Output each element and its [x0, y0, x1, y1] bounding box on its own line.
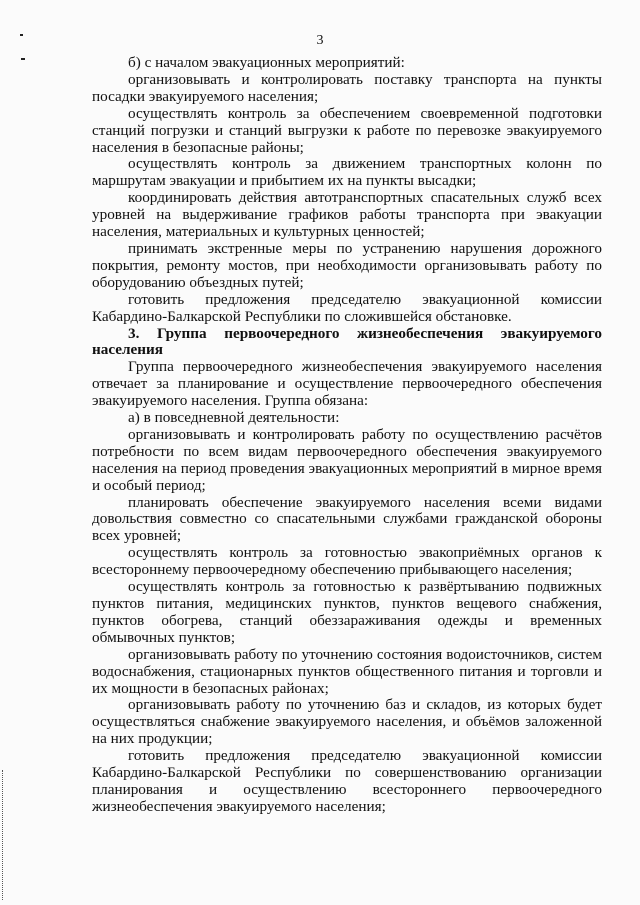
page-number: 3 [316, 33, 324, 48]
paragraph: Группа первоочередного жизнеобеспечения эвакуируемого населения отвечает за планирование и осуществление первоочередного обеспечения эвакуируемого населения. Группа обязана: [92, 358, 602, 410]
paragraph: организовывать и контролировать поставку транспорта на пункты посадки эвакуируемого населения; [92, 70, 602, 105]
scan-speck [20, 34, 23, 36]
paragraph: осуществлять контроль за движением транспортных колонн по маршрутам эвакуации и прибытием их на пункты высадки; [92, 155, 602, 190]
paragraph: готовить предложения председателю эвакуационной комиссии Кабардино-Балкарской Республики по сложившейся обстановке. [92, 290, 602, 325]
paragraph: осуществлять контроль за готовностью эвакоприёмных органов к всестороннему первоочередному обеспечению прибывающего населения; [92, 544, 602, 579]
paragraph: координировать действия автотранспортных спасательных служб всех уровней на выдерживание графиков работы транспорта при эвакуации населения, материальных и культурных ценностей; [92, 189, 602, 241]
paragraph: б) с началом эвакуационных мероприятий: [128, 54, 405, 71]
paragraph: осуществлять контроль за готовностью к развёртыванию подвижных пунктов питания, медицинских пунктов, пунктов вещевого снабжения, пунктов обогрева, станций обеззараживания одежды и временных обмывочных пунктов; [92, 578, 602, 646]
paragraph: планировать обеспечение эвакуируемого населения всеми видами довольствия совместно со спасательными службами гражданской обороны всех уровней; [92, 493, 602, 545]
section-heading: 3. Группа первоочередного жизнеобеспечения эвакуируемого населения [92, 324, 602, 359]
scan-edge-artifact [2, 770, 5, 900]
document-body [92, 55, 602, 816]
paragraph: организовывать работу по уточнению баз и складов, из которых будет осуществляться снабжение эвакуируемого населения, и объёмов заложенной на них продукции; [92, 696, 602, 748]
paragraph: принимать экстренные меры по устранению нарушения дорожного покрытия, ремонту мостов, при необходимости организовывать работу по оборудованию объездных путей; [92, 239, 602, 291]
paragraph: организовывать и контролировать работу по осуществлению расчётов потребности по всем видам первоочередного обеспечения эвакуируемого населения на период проведения эвакуационных мероприятий в мирное время и особый период; [92, 425, 602, 494]
scan-speck [21, 58, 25, 60]
paragraph: осуществлять контроль за обеспечением своевременной подготовки станций погрузки и станций выгрузки к работе по перевозке эвакуируемого населения в безопасные районы; [92, 104, 602, 156]
paragraph: готовить предложения председателю эвакуационной комиссии Кабардино-Балкарской Республики по совершенствованию организации планирования и осуществлению всестороннего первоочередного жизнеобеспечения эвакуируемого населения; [92, 747, 602, 815]
paragraph: организовывать работу по уточнению состояния водоисточников, систем водоснабжения, стационарных пунктов общественного питания и торговли и их мощности в безопасных районах; [92, 645, 602, 697]
paragraph: а) в повседневной деятельности: [128, 409, 340, 427]
